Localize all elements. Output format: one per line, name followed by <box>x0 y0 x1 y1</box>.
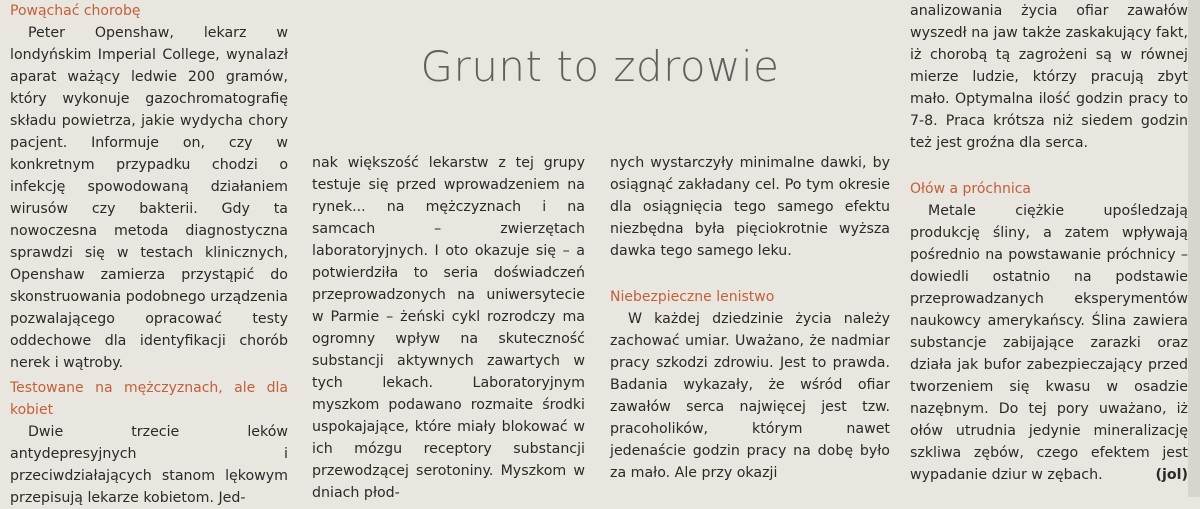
subheading-smell-disease: Powąchać chorobę <box>10 3 141 19</box>
paragraph-heart-attack-analysis: analizowania życia ofiar zawałów wyszedł na jaw także zaskakujący fakt, iż chorobą tą zagrożeni są w równej mierze ludzie, którzy pracują zbyt mało. Optymalna ilość godzin pracy to 7-8. Praca krótsza niż siedem godzin też jest groźna dla serca. <box>910 3 1188 151</box>
paragraph-heavy-metals <box>910 200 1188 486</box>
paragraph-workaholics: W każdej dziedzinie życia należy zachować umiar. Uważano, że nadmiar pracy szkodzi zdrowiu. Jest to prawda. Badania wykazały, że wśród ofiar zawałów serca najwięcej jest tzw. pracoholików, którym nawet jedenaście godzin pracy na dobę było za mało. Ale przy okazji <box>610 311 890 481</box>
paragraph-parma-study: nak większość lekarstw z tej grupy testuje się przed wprowadzeniem na rynek... na mężczyznach i na samcach – zwierzętach laboratoryjnych. I oto okazuje się – a potwierdziła to seria doświadczeń przeprowadzonych na uniwersytecie w Parmie – żeński cykl rozrodczy ma ogromny wpływ na skuteczność substancji aktywnych zawartych w tych lekach. Laboratoryjnym myszkom podawano rozmaite środki uspokajające, które miały blokować w ich mózgu receptory substancji przewodzącej serotoniny. Myszkom w dniach płod- <box>312 155 585 501</box>
subheading-lead-caries: Ołów a próchnica <box>910 181 1032 197</box>
column-1 <box>10 0 288 509</box>
page-edge <box>1188 0 1200 497</box>
paragraph-heavy-metals-text: Metale ciężkie upośledzają produkcję śliny, a zatem wpływają pośrednio na powstawanie próchnicy – dowiedli ostatnio na podstawie przeprowadzanych eksperymentów naukowcy amerykańscy. Ślina zawiera substancje zabijające zarazki oraz działa jak bufor zabezpieczający przed tworzeniem się kwasu w osadzie nazębnym. Do tej pory uważano, iż ołów utrudnia jedynie mineralizację szkliwa zębów, czego efektem jest wypadanie dziur w zębach. <box>910 203 1188 483</box>
column-4 <box>910 0 1188 486</box>
paragraph-dose-result: nych wystarczyły minimalne dawki, by osiągnąć zakładany cel. Po tym okresie dla osiągnięcia tego samego efektu niezbędna była pięciokrotnie wyższa dawka tego samego leku. <box>610 155 890 259</box>
paragraph-openshaw: Peter Openshaw, lekarz w londyńskim Imperial College, wynalazł aparat ważący ledwie 200 gramów, który wykonuje gazochromatografię składu powietrza, jakie wydycha chory pacjent. Informuje on, czy w konkretnym przypadku chodzi o infekcję spowodowaną działaniem wirusów czy bakterii. Gdy ta nowoczesna metoda diagnostyczna sprawdzi się w testach klinicznych, Openshaw zamierza przystąpić do skonstruowania podobnego urządzenia pozwalającego opracować testy oddechowe dla identyfikacji chorób nerek i wątroby. <box>10 25 288 371</box>
subheading-dangerous-laziness: Niebezpieczne lenistwo <box>610 289 775 305</box>
paragraph-antidepressants: Dwie trzecie leków antydepresyjnych i przeciwdziałających stanom lękowym przepisują lekarze kobietom. Jed- <box>10 424 288 506</box>
subheading-tested-on-men: Testowane na mężczyznach, ale dla kobiet <box>10 380 288 418</box>
column-3 <box>610 152 890 484</box>
author-signature: (jol) <box>1155 467 1188 483</box>
column-2 <box>312 152 585 504</box>
article-headline: Grunt to zdrowie <box>420 42 780 91</box>
